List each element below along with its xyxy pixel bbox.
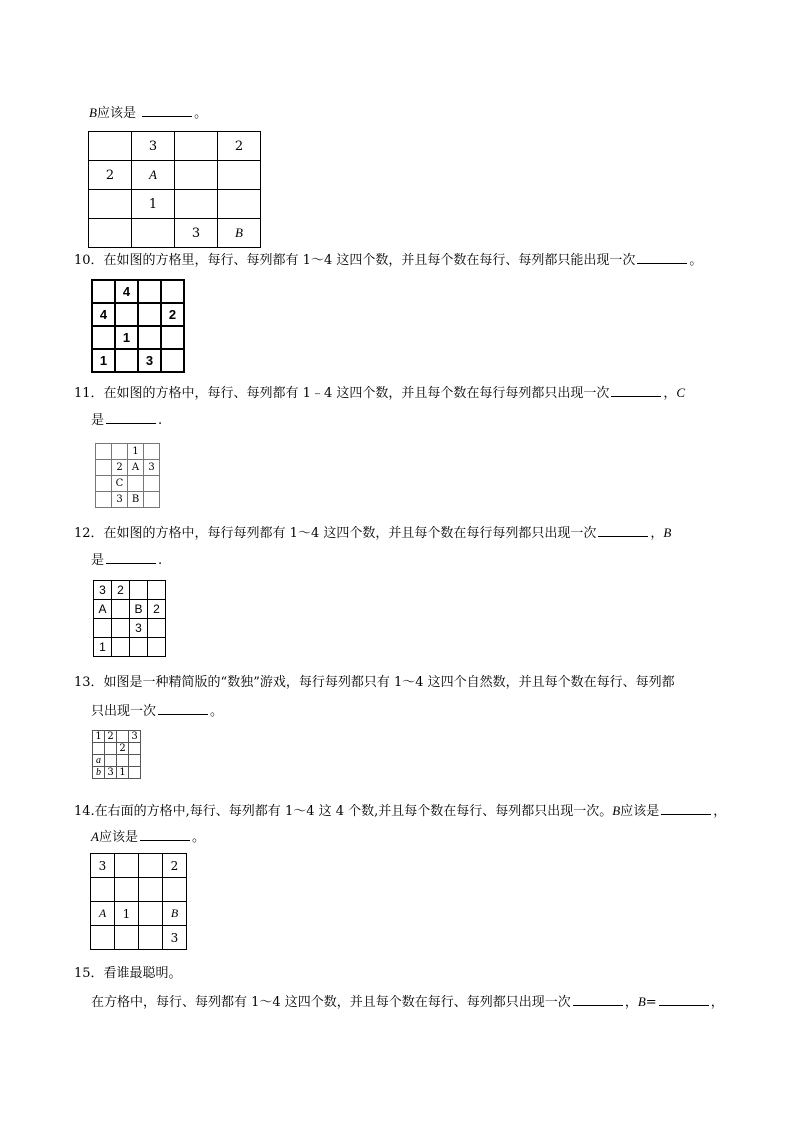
q12-grid-cell bbox=[112, 600, 130, 619]
q9-end: 。 bbox=[194, 106, 208, 121]
q12-grid-row bbox=[94, 600, 166, 619]
q10-grid-cell bbox=[161, 326, 184, 349]
q12-grid-row bbox=[94, 619, 166, 638]
q14-grid-row bbox=[91, 902, 187, 926]
q15-end: ， bbox=[710, 995, 724, 1010]
q9-text: 应该是 bbox=[96, 106, 136, 121]
q12-grid-row bbox=[94, 581, 166, 600]
q9-line bbox=[89, 104, 207, 123]
q9-grid-row bbox=[89, 190, 261, 219]
q12-grid-cell: 3 bbox=[94, 581, 112, 600]
q13-grid-cell: 2 bbox=[105, 731, 117, 743]
q15-text: 在方格中，每行、每列都有 1～4 这四个数，并且每个数在每行、每列都只出现一次 bbox=[91, 995, 571, 1010]
q13-grid-cell: a bbox=[93, 755, 105, 767]
q11-grid-cell bbox=[112, 444, 128, 460]
q11-grid-cell bbox=[96, 492, 112, 508]
q14-grid-cell: B bbox=[163, 902, 187, 926]
q12-grid-cell bbox=[112, 619, 130, 638]
q12-grid-cell: A bbox=[94, 600, 112, 619]
q10-end: 。 bbox=[689, 253, 703, 268]
q9-grid-row bbox=[89, 161, 261, 190]
q12-end: . bbox=[158, 553, 163, 568]
q13-grid-cell bbox=[129, 767, 141, 779]
q12-var: B bbox=[663, 525, 672, 540]
q13-grid-cell: 3 bbox=[105, 767, 117, 779]
q13-grid-cell bbox=[117, 731, 129, 743]
q10-grid-cell bbox=[115, 303, 138, 326]
q12-line bbox=[74, 524, 671, 543]
q12-grid-cell: 1 bbox=[94, 638, 112, 657]
q11-grid-cell: B bbox=[128, 492, 144, 508]
q10-answer-blank[interactable] bbox=[637, 251, 687, 264]
q13-grid-row bbox=[93, 755, 141, 767]
q12-grid-cell: 2 bbox=[148, 600, 166, 619]
q10-grid-cell bbox=[161, 349, 184, 372]
q14-answer-blank-2[interactable] bbox=[140, 828, 190, 841]
q10-grid-row bbox=[92, 326, 184, 349]
q10-grid-row bbox=[92, 280, 184, 303]
q14-grid-cell bbox=[115, 926, 139, 950]
q13-grid-row bbox=[93, 743, 141, 755]
q12-grid-cell: 2 bbox=[112, 581, 130, 600]
q13-line bbox=[74, 674, 675, 692]
q13-grid-cell bbox=[105, 743, 117, 755]
q10-grid-cell: 1 bbox=[115, 326, 138, 349]
q14-grid-row bbox=[91, 878, 187, 902]
q10-grid-cell: 2 bbox=[161, 303, 184, 326]
q15-answer-blank-1[interactable] bbox=[573, 993, 623, 1006]
q13-grid-cell: 2 bbox=[117, 743, 129, 755]
q12-grid-cell bbox=[148, 619, 166, 638]
q12-grid-row bbox=[94, 638, 166, 657]
q15-line bbox=[91, 993, 724, 1012]
q13-line2 bbox=[91, 702, 223, 721]
q14-end: 。 bbox=[191, 830, 205, 845]
q14-line2 bbox=[91, 828, 205, 847]
q10-grid-row bbox=[92, 303, 184, 326]
q11-grid-cell bbox=[144, 476, 160, 492]
q9-grid-row bbox=[89, 132, 261, 161]
q12-grid-cell bbox=[148, 581, 166, 600]
q10-grid-cell: 1 bbox=[92, 349, 115, 372]
q13-answer-blank[interactable] bbox=[158, 702, 208, 715]
q15-eq: = bbox=[645, 995, 657, 1010]
q14-grid-cell: 3 bbox=[163, 926, 187, 950]
q13-grid bbox=[92, 730, 141, 779]
q10-grid-cell bbox=[115, 349, 138, 372]
q14-grid bbox=[90, 853, 187, 950]
q11-grid-cell: 3 bbox=[112, 492, 128, 508]
q12-grid-cell: B bbox=[130, 600, 148, 619]
q15-var: B bbox=[637, 994, 646, 1009]
q10-grid-cell: 4 bbox=[115, 280, 138, 303]
q14-var2: A bbox=[91, 829, 99, 844]
q14-var: B bbox=[612, 803, 621, 818]
q11-grid-cell bbox=[96, 460, 112, 476]
q10-grid-cell bbox=[138, 280, 161, 303]
q9-answer-blank[interactable] bbox=[142, 104, 192, 117]
q15-sep: ， bbox=[624, 995, 638, 1010]
q14-grid-row bbox=[91, 926, 187, 950]
q10-grid-cell bbox=[138, 303, 161, 326]
q14-grid-cell: 2 bbox=[163, 854, 187, 878]
q11-answer-blank-1[interactable] bbox=[611, 384, 661, 397]
q10-grid-cell bbox=[161, 280, 184, 303]
q11-grid-cell: 2 bbox=[112, 460, 128, 476]
q11-grid-cell: 3 bbox=[144, 460, 160, 476]
q11-grid-cell bbox=[144, 444, 160, 460]
q11-grid-cell: C bbox=[112, 476, 128, 492]
q14-grid-cell bbox=[163, 878, 187, 902]
q12-grid-cell bbox=[148, 638, 166, 657]
q9-grid-cell: 2 bbox=[218, 132, 261, 161]
q9-grid-row bbox=[89, 219, 261, 248]
q12-grid-cell bbox=[130, 581, 148, 600]
q12-grid-cell bbox=[112, 638, 130, 657]
q11-grid-cell bbox=[144, 492, 160, 508]
q9-grid-cell: 3 bbox=[132, 132, 175, 161]
q10-grid bbox=[91, 279, 185, 373]
q11-line2-text: 是 bbox=[91, 413, 105, 428]
q11-text: 11．在如图的方格中，每行、每列都有 1﹣4 这四个数，并且每个数在每行每列都只出现一次 bbox=[74, 386, 610, 401]
q9-grid-cell bbox=[218, 190, 261, 219]
q13-text: 13．如图是一种精简版的“数独”游戏，每行每列都只有 1～4 这四个自然数，并且每个数在每行、每列都 bbox=[74, 675, 675, 690]
q12-text: 12．在如图的方格中，每行每列都有 1～4 这四个数，并且每个数在每行每列都只出现一次 bbox=[74, 526, 597, 541]
q11-sep: ， bbox=[663, 386, 677, 401]
q9-grid-cell: A bbox=[132, 161, 175, 190]
q12-answer-blank-1[interactable] bbox=[598, 524, 648, 537]
q14-grid-cell bbox=[91, 926, 115, 950]
q13-line2-text: 只出现一次 bbox=[91, 704, 157, 719]
q11-grid-row bbox=[96, 492, 160, 508]
q14-grid-cell bbox=[139, 878, 163, 902]
q12-line2-text: 是 bbox=[91, 553, 105, 568]
q12-grid-cell bbox=[94, 619, 112, 638]
q10-grid-row bbox=[92, 349, 184, 372]
q10-grid-cell: 3 bbox=[138, 349, 161, 372]
q11-line2 bbox=[91, 411, 162, 430]
q14-mid: 应该是 bbox=[620, 804, 660, 819]
q10-grid-cell bbox=[92, 326, 115, 349]
q14-grid-cell: 1 bbox=[115, 902, 139, 926]
q11-grid-cell bbox=[96, 444, 112, 460]
q14-grid-cell bbox=[139, 926, 163, 950]
q12-grid-cell: 3 bbox=[130, 619, 148, 638]
q10-text: 10．在如图的方格里，每行、每列都有 1～4 这四个数，并且每个数在每行、每列都只能出现一次 bbox=[74, 253, 636, 268]
q11-var: C bbox=[676, 385, 686, 400]
q11-line bbox=[74, 384, 685, 403]
q11-grid-row bbox=[96, 476, 160, 492]
q13-end: 。 bbox=[210, 704, 224, 719]
q13-grid-cell: 1 bbox=[93, 731, 105, 743]
q14-grid-row bbox=[91, 854, 187, 878]
q14-line bbox=[74, 802, 726, 821]
q11-grid-cell: 1 bbox=[128, 444, 144, 460]
q11-answer-blank-2[interactable] bbox=[106, 411, 156, 424]
q14-grid-cell: A bbox=[91, 902, 115, 926]
q12-answer-blank-2[interactable] bbox=[106, 551, 156, 564]
q14-text: 14.在右面的方格中,每行、每列都有 1～4 这 4 个数,并且每个数在每行、每列都只出现一次。 bbox=[74, 804, 613, 819]
q10-grid-cell bbox=[138, 326, 161, 349]
q12-grid bbox=[93, 580, 166, 657]
q9-grid-cell: 1 bbox=[132, 190, 175, 219]
q13-grid-row bbox=[93, 731, 141, 743]
q14-grid-cell bbox=[115, 878, 139, 902]
q14-grid-cell bbox=[139, 854, 163, 878]
q14-grid-cell bbox=[139, 902, 163, 926]
q13-grid-cell: b bbox=[93, 767, 105, 779]
q14-line2-text: 应该是 bbox=[98, 830, 138, 845]
q14-grid-cell bbox=[115, 854, 139, 878]
q11-grid-cell bbox=[96, 476, 112, 492]
q9-grid-cell bbox=[175, 132, 218, 161]
q14-grid-cell bbox=[91, 878, 115, 902]
q9-grid-cell bbox=[89, 132, 132, 161]
q9-grid-cell: 2 bbox=[89, 161, 132, 190]
q10-grid-cell bbox=[92, 280, 115, 303]
q9-grid-cell bbox=[175, 161, 218, 190]
q12-line2 bbox=[91, 551, 162, 570]
q11-end: . bbox=[158, 413, 163, 428]
q9-grid-cell: B bbox=[218, 219, 261, 248]
q12-sep: ， bbox=[650, 526, 664, 541]
q9-grid-cell bbox=[89, 190, 132, 219]
q14-answer-blank-1[interactable] bbox=[661, 802, 711, 815]
q14-grid-cell: 3 bbox=[91, 854, 115, 878]
q10-grid-cell: 4 bbox=[92, 303, 115, 326]
q9-grid-cell bbox=[89, 219, 132, 248]
q13-grid-row bbox=[93, 767, 141, 779]
q13-grid-cell bbox=[105, 755, 117, 767]
q11-grid-cell bbox=[128, 476, 144, 492]
q13-grid-cell: 1 bbox=[117, 767, 129, 779]
q11-grid bbox=[95, 443, 160, 508]
q13-grid-cell bbox=[129, 743, 141, 755]
q13-grid-cell bbox=[93, 743, 105, 755]
q15-title: 15．看谁最聪明。 bbox=[74, 966, 182, 981]
q13-grid-cell bbox=[129, 755, 141, 767]
q12-grid-cell bbox=[130, 638, 148, 657]
q9-grid-cell bbox=[218, 161, 261, 190]
q11-grid-row bbox=[96, 444, 160, 460]
q9-grid bbox=[88, 131, 261, 248]
q11-grid-cell: A bbox=[128, 460, 144, 476]
q13-grid-cell: 3 bbox=[129, 731, 141, 743]
q9-grid-cell: 3 bbox=[175, 219, 218, 248]
q14-sep: ， bbox=[713, 804, 727, 819]
q15-answer-blank-2[interactable] bbox=[659, 993, 709, 1006]
q9-var: B bbox=[89, 105, 97, 120]
q9-grid-cell bbox=[175, 190, 218, 219]
q9-grid-cell bbox=[132, 219, 175, 248]
q13-grid-cell bbox=[117, 755, 129, 767]
q10-line bbox=[74, 251, 702, 270]
q11-grid-row bbox=[96, 460, 160, 476]
